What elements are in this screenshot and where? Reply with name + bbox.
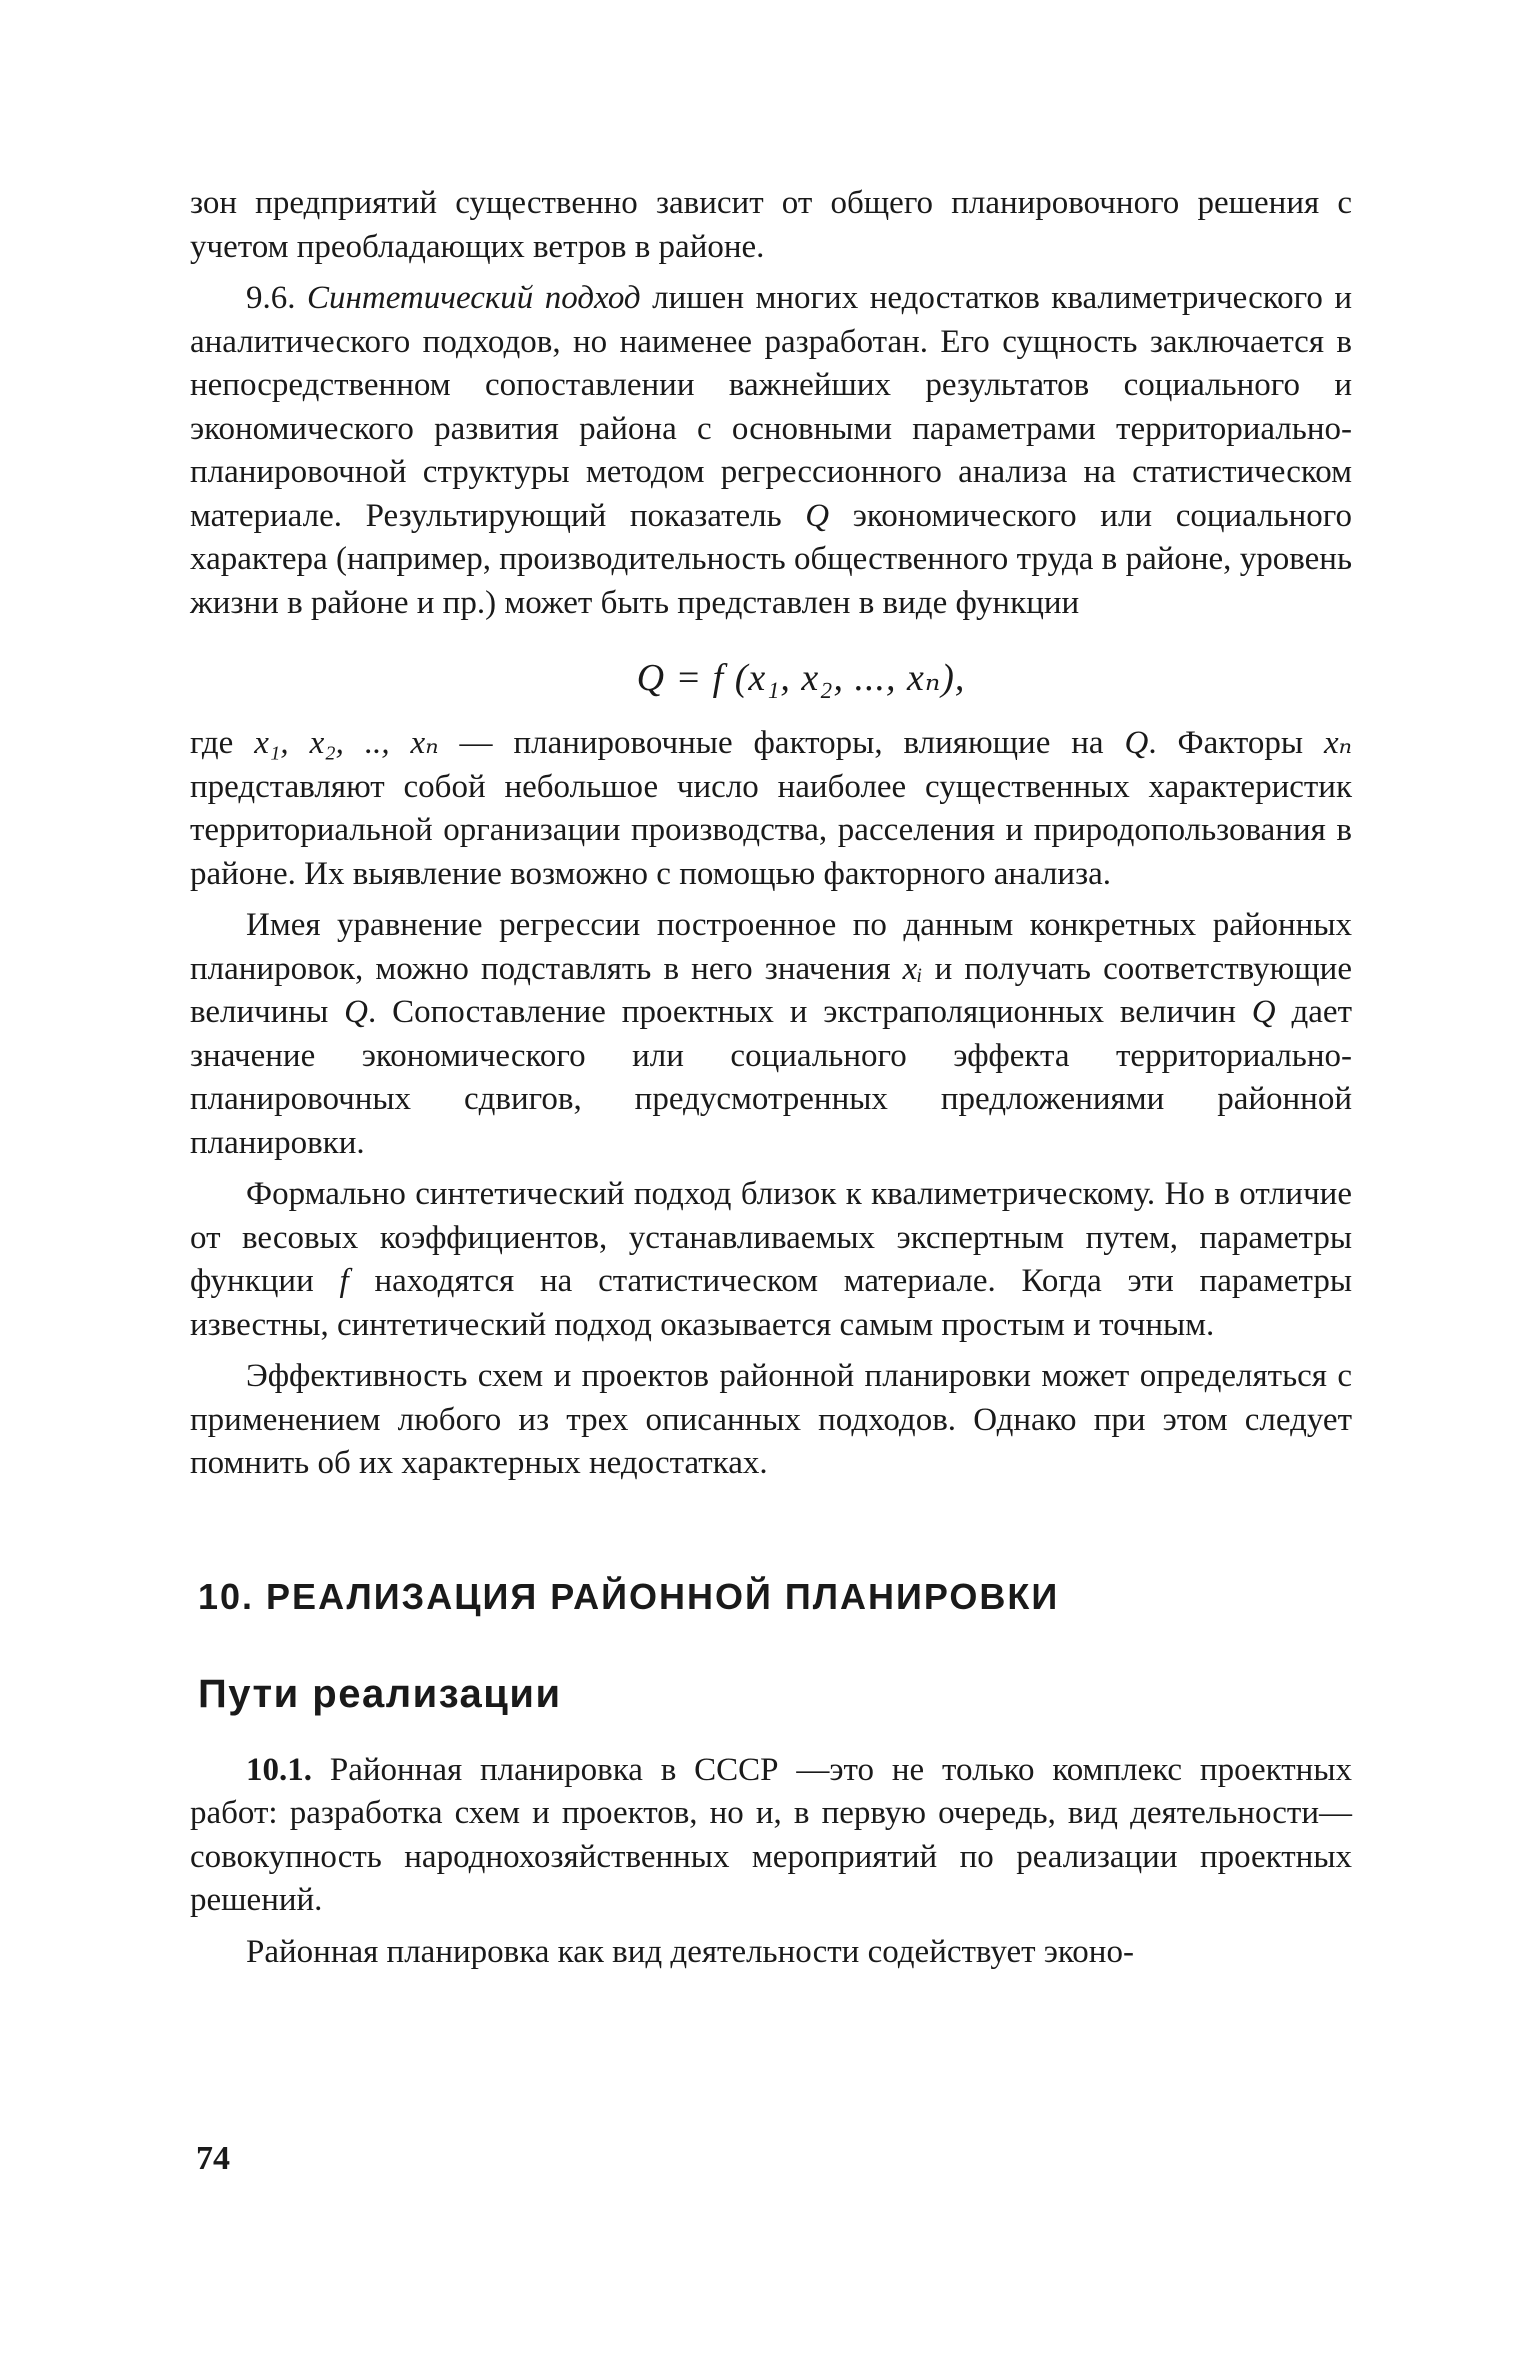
formula: Q = f (x₁, x₂, ..., xₙ), xyxy=(636,657,966,699)
section-title: Пути реализации xyxy=(198,1671,562,1716)
paragraph-regression xyxy=(190,904,1352,1165)
paragraph-text: находятся на статистическом материале. Когда эти параметры известны, синтетический подход оказывается самым простым и точным. xyxy=(190,1263,1353,1343)
variable-xn: xₙ xyxy=(1323,725,1352,761)
paragraph-text: и получать соответствующие величины xyxy=(190,950,1352,1030)
variable-q: Q xyxy=(805,497,830,534)
paragraph-activity: Районная планировка как вид деятельности содействует эконо- xyxy=(246,1933,1134,1970)
paragraph-text: представляют собой небольшое число наиболее существенных характеристик территориальной организации производства, расселения и природопользования в районе. Их выявление возможно с помощью факторного анализа. xyxy=(190,768,1352,892)
paragraph-text: экономического или социального характера (например, производительность общественного труда в районе, уровень жизни в районе и пр.) может быть представлен в виде функции xyxy=(190,497,1353,621)
paragraph-efficiency: Эффективность схем и проектов районной планировки может определяться с применением любого из трех описанных подходов. Однако при этом следует помнить об их характерных недостатках. xyxy=(190,1358,1352,1481)
paragraph-text: — планировочные факторы, влияющие на xyxy=(438,725,1125,761)
paragraph-implementation xyxy=(190,1749,1352,1923)
variable-q: Q xyxy=(1251,994,1276,1030)
paragraph-synthetic-approach xyxy=(190,277,1352,625)
variable-xi: xᵢ xyxy=(902,950,923,987)
paragraph-continued: зон предприятий существенно зависит от общего планировочного решения с учетом преобладающих ветров в районе. xyxy=(190,185,1352,265)
variable-q: Q xyxy=(1124,725,1149,761)
paragraph-text: Районная планировка в СССР —это не только комплекс проектных работ: разработка схем и проектов, но и, в первую очередь, вид деятельности—совокупность народнохозяйственных мероприятий по реализации проектных решений. xyxy=(190,1751,1352,1918)
section-number: 10.1. xyxy=(246,1751,312,1788)
paragraph-text: . Сопоставление проектных и экстраполяционных величин xyxy=(367,994,1252,1030)
paragraph-text: лишен многих недостатков квалиметрического и аналитического подходов, но наименее разработан. Его сущность заключается в непосредственном сопоставлении важнейших результатов социального и экономического развития района с основными параметрами территориально-планировочной структуры методом регрессионного анализа на статистическом материале. Результирующий показатель xyxy=(190,280,1353,534)
section-number: 9.6. xyxy=(246,280,296,316)
page-body xyxy=(190,182,1352,1974)
paragraph-formal xyxy=(190,1173,1352,1347)
paragraph-factors xyxy=(190,722,1352,896)
page-number: 74 xyxy=(196,2140,230,2177)
emphasis-term: Синтетический подход xyxy=(307,280,641,316)
paragraph-text: где xyxy=(190,725,255,761)
paragraph-text: дает значение экономического или социального эффекта территориально-планировочных сдвигов, предусмотренных предложениями районной планировки. xyxy=(190,994,1352,1161)
chapter-title: 10. РЕАЛИЗАЦИЯ РАЙОННОЙ ПЛАНИРОВКИ xyxy=(198,1575,1060,1617)
paragraph-text: Имея уравнение регрессии построенное по данным конкретных районных планировок, можно подставлять в него значения xyxy=(190,907,1352,987)
variables-x: x₁, x₂, .., xₙ xyxy=(254,725,439,761)
paragraph-text: . Факторы xyxy=(1148,725,1324,761)
variable-f: f xyxy=(339,1263,349,1299)
paragraph-text: Формально синтетический подход близок к квалиметрическому. Но в отличие от весовых коэффициентов, устанавливаемых экспертным путем, параметры функции xyxy=(190,1176,1352,1299)
variable-q: Q xyxy=(344,994,368,1030)
